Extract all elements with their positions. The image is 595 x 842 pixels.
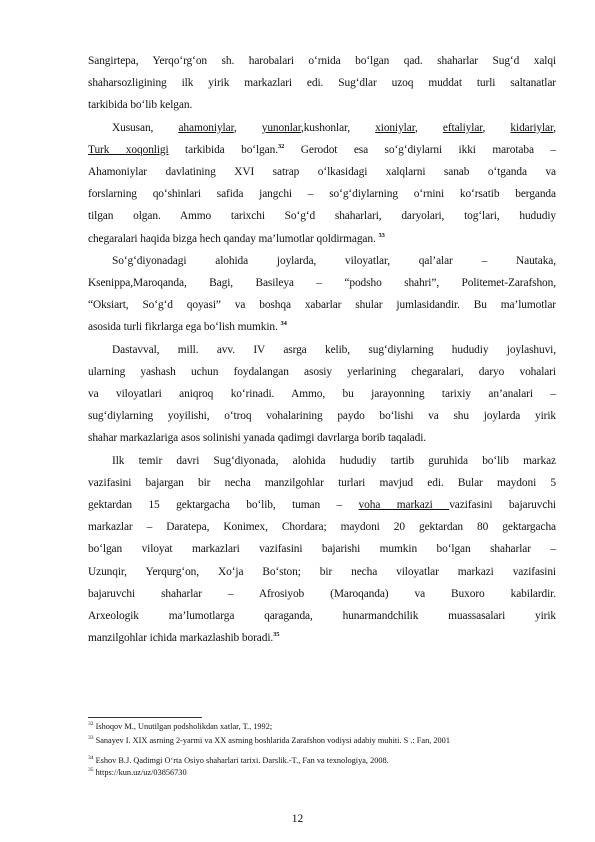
text-run: shahar markazlariga asos solinishi yanada qadimgi davrlarga borib taqaladi. (88, 432, 427, 445)
text-run: Gerodot esa so‘g‘diylarni ikki marotaba – (284, 143, 556, 156)
text-run: tarkibida bo‘lib kelgan. (88, 99, 193, 112)
text-line (88, 294, 556, 316)
text-run: Ilk temir davri Sug‘diyonada, alohida hududiy tartib guruhida bo‘lib markaz (112, 454, 556, 467)
footnote-separator (88, 717, 202, 718)
text-line (88, 183, 556, 205)
text-line (88, 339, 556, 361)
paragraph (88, 50, 556, 117)
text-line (88, 205, 556, 227)
text-line (88, 72, 556, 94)
text-line (88, 494, 556, 516)
text-line (88, 472, 556, 494)
underlined-term: ahamoniylar (178, 121, 234, 134)
underlined-term: Turk xoqonligi (88, 143, 169, 156)
text-run: Xususan, (112, 121, 179, 134)
text-line (88, 316, 556, 338)
text-line (88, 94, 556, 116)
page-number: 12 (291, 813, 304, 825)
text-run: Ahamoniylar davlatining XVI satrap o‘lkasidagi xalqlarni sanab o‘tganda va (88, 166, 556, 179)
underlined-term: yunonlar (261, 121, 301, 134)
text-line (88, 583, 556, 605)
paragraph (88, 450, 556, 650)
text-run: “Oksiart, So‘g‘d qoyasi” va boshqa xabarlar shular jumlasidandir. Bu ma’lumotlar (88, 299, 556, 312)
text-run: chegaralari haqida bizga hech qanday ma’lumotlar qoldirmagan. (88, 232, 379, 245)
footnote: $^{32}$ Ishoqov M., Unutilgan podsholikdan xatlar, T., 1992; (88, 721, 273, 731)
text-line (88, 538, 556, 560)
text-run: Dastavval, mill. avv. IV asrga kelib, sug‘diylarning hududiy joylashuvi, (112, 343, 556, 356)
text-line (88, 228, 556, 250)
text-run: shaharsozligining ilk yirik markazlari edi. Sug‘dlar uzoq muddat turli saltanatlar (88, 77, 556, 90)
footnote-reference: 34 (280, 320, 287, 328)
paragraph (88, 339, 556, 450)
text-line (88, 405, 556, 427)
text-run: tarkibida bo‘lgan. (168, 143, 278, 156)
text-line (88, 50, 556, 72)
footnote: $^{34}$ Eshov B.J. Qadimgi O‘rta Osiyo shaharlari tarixi. Darslik.-T., Fan va texnologiya, 2008. (88, 755, 389, 765)
text-line (88, 627, 556, 649)
text-run: , (233, 121, 262, 134)
paragraph (88, 250, 556, 339)
text-run: bajaruvchi shaharlar – Afrosiyob (Maroqanda) va Buxoro kabilardir. (88, 587, 556, 600)
footnote: $^{33}$ Sanayev I. XIX asrning 2-yarmi va XX asrning boshlarida Zarafshon vodiysi adabiy muhiti. S .: Fan, 2001 (88, 735, 450, 745)
footnote: $^{35}$ https://kun.uz/uz/03856730 (88, 767, 187, 777)
text-run: vazifasini bajaruvchi (449, 499, 556, 512)
text-run: manzilgohlar ichida markazlashib boradi. (88, 632, 274, 645)
text-line (88, 427, 556, 449)
underlined-term: xioniylar (375, 121, 415, 134)
text-run: Ksenippa,Maroqanda, Bagi, Basileya – “podsho shahri”, Politemet-Zarafshon, (88, 277, 556, 290)
footnote-reference: 33 (378, 231, 385, 239)
text-run: vazifasini bajargan bir necha manzilgohlar turlari mavjud edi. Bular maydoni 5 (88, 476, 556, 489)
footnote-reference: 35 (273, 631, 280, 639)
text-run: Uzunqir, Yerqurg‘on, Xo‘ja Bo‘ston; bir necha viloyatlar markazi vazifasini (88, 565, 556, 578)
text-line (88, 161, 556, 183)
text-line (88, 272, 556, 294)
text-line (88, 139, 556, 161)
document-body (88, 50, 556, 649)
text-run: asosida turli fikrlarga ega bo‘lish mumkin. (88, 321, 281, 334)
text-line (88, 117, 556, 139)
text-run: gektardan 15 gektargacha bo‘lib, tuman – (88, 499, 359, 512)
text-run: bo‘lgan viloyat markazlari vazifasini bajarishi mumkin bo‘lgan shaharlar – (88, 543, 556, 556)
text-line (88, 450, 556, 472)
text-line (88, 605, 556, 627)
text-run: , (414, 121, 443, 134)
text-line (88, 250, 556, 272)
underlined-term: voha markazi (358, 499, 450, 512)
text-run: tilgan olgan. Ammo tarixchi So‘g‘d shaharlari, daryolari, tog‘lari, hududiy (88, 210, 556, 223)
text-line (88, 383, 556, 405)
underlined-term: kidariylar (510, 121, 554, 134)
text-line (88, 361, 556, 383)
footnote-reference: 32 (277, 143, 285, 151)
text-run: ularning yashash uchun foydalangan asosiy yerlarining chegaralari, daryo vohalari (88, 365, 556, 378)
text-run: , (553, 121, 556, 134)
paragraph (88, 117, 556, 250)
text-run: forslarning qo‘shinlari safida jangchi – so‘g‘diylarning o‘rnini ko‘rsatib berganda (88, 188, 556, 201)
text-run: Arxeologik ma’lumotlarga qaraganda, hunarmandchilik muassasalari yirik (88, 610, 556, 623)
underlined-term: eftaliylar (442, 121, 483, 134)
text-line (88, 561, 556, 583)
text-run: ,kushonlar, (300, 121, 376, 134)
text-run: markazlar – Daratepa, Konimex, Chordara; maydoni 20 gektardan 80 gektargacha (88, 521, 556, 534)
text-run: Sangirtepa, Yerqo‘rg‘on sh. harobalari o‘rnida bo‘lgan qad. shaharlar Sug‘d xalqi (88, 55, 556, 67)
text-run: So‘g‘diyonadagi alohida joylarda, viloyatlar, qal’alar – Nautaka, (112, 254, 556, 267)
text-run: va viloyatlari aniqroq ko‘rinadi. Ammo, bu jarayonning tarixiy an’analari – (88, 388, 556, 401)
text-line (88, 516, 556, 538)
text-run: sug‘diylarning yoyilishi, o‘troq vohalarining paydo bo‘lishi va shu joylarda yirik (88, 410, 556, 423)
text-run: , (482, 121, 511, 134)
